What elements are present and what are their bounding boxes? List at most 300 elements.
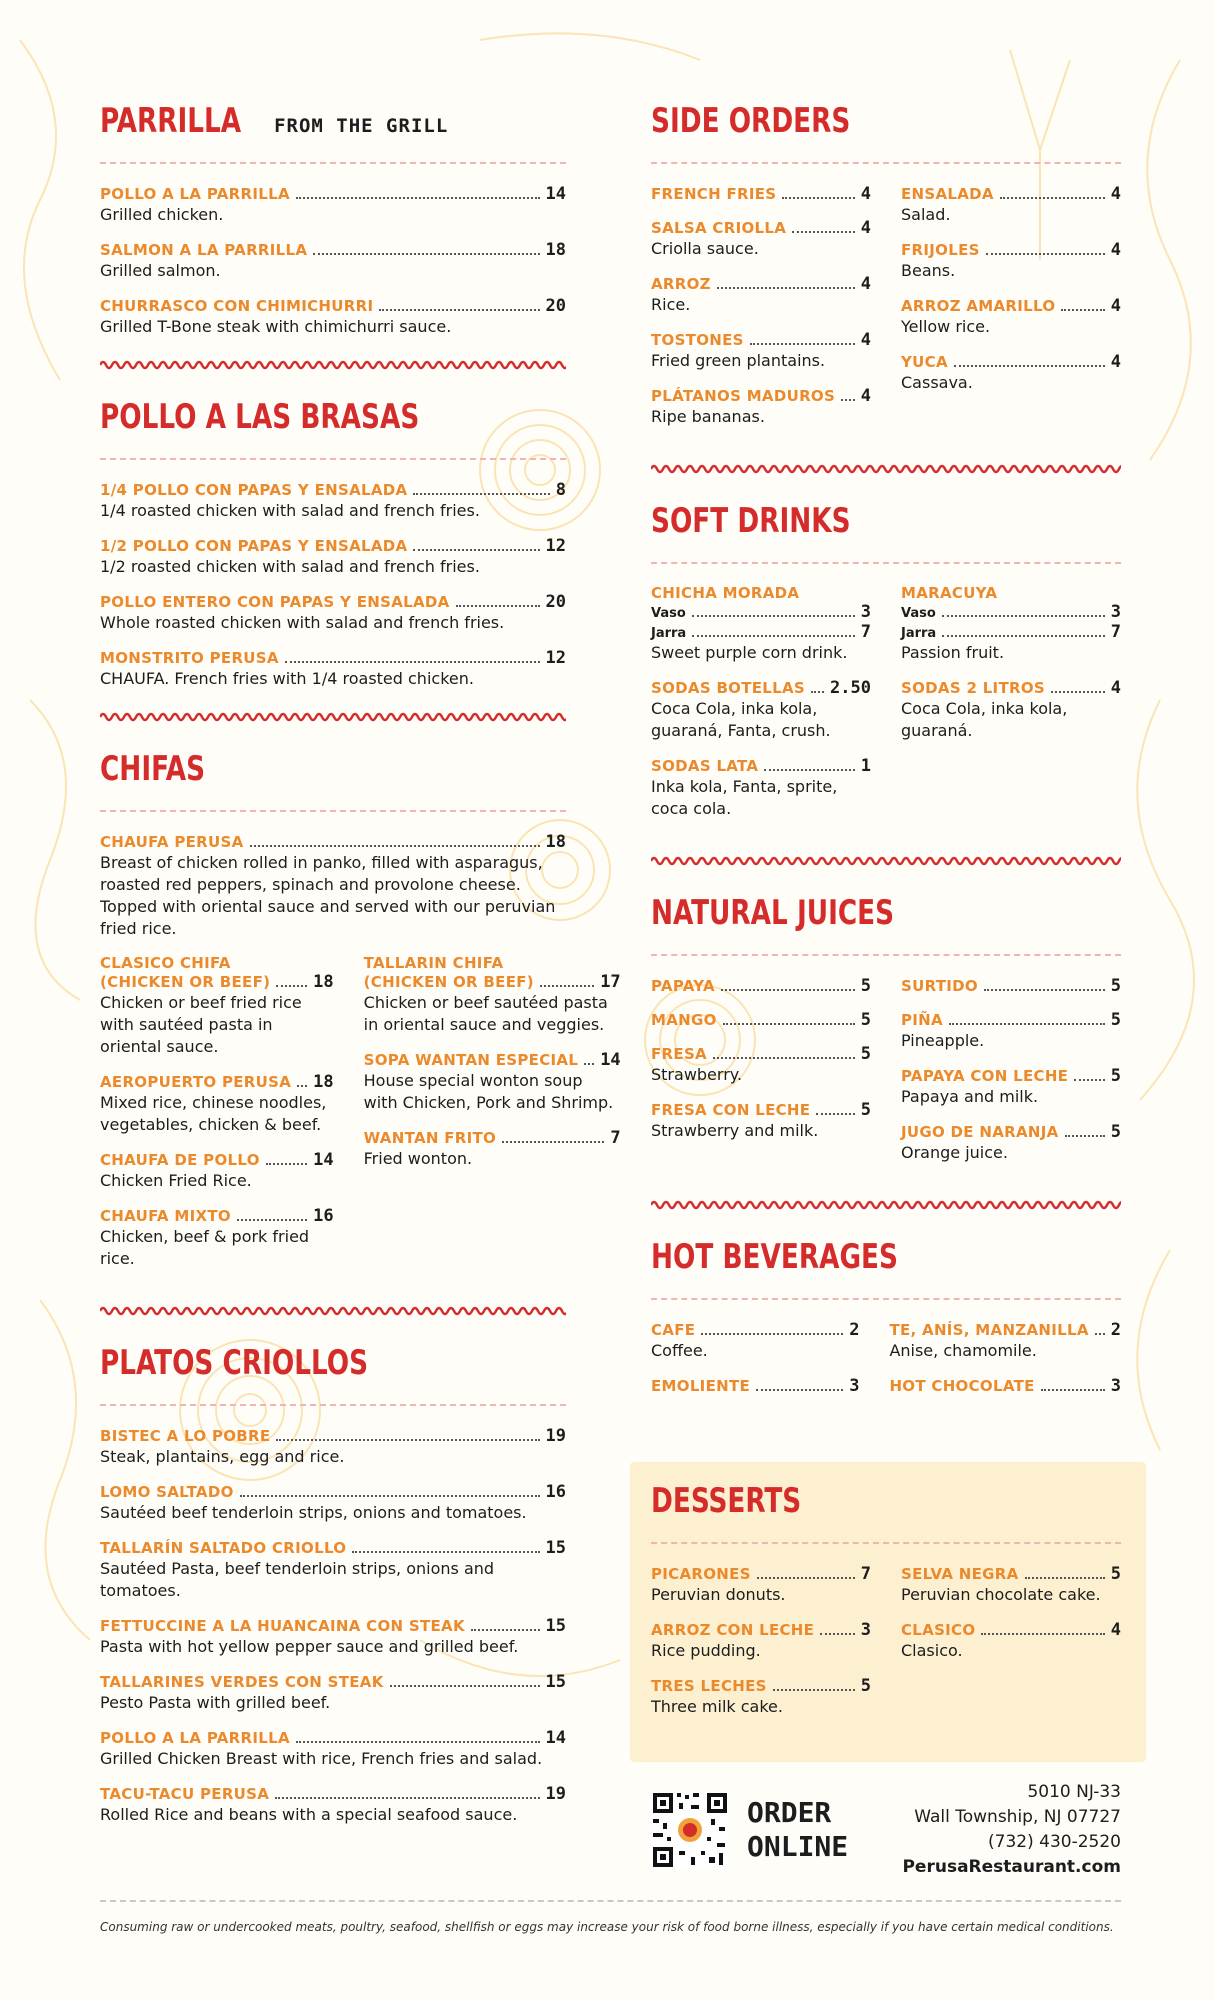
dot-leader xyxy=(276,985,307,987)
item-price: 3 xyxy=(1110,602,1121,622)
dot-leader xyxy=(757,1577,855,1579)
item-description: Rolled Rice and beans with a special seafood sauce. xyxy=(100,1805,518,1824)
item-description: Pesto Pasta with grilled beef. xyxy=(100,1693,331,1712)
item-name: TALLARÍN SALTADO CRIOLLO xyxy=(100,1539,347,1557)
menu-item xyxy=(901,240,1121,282)
item-name: ARROZ AMARILLO xyxy=(901,297,1056,315)
wavy-divider xyxy=(100,710,566,724)
section-title: NATURAL JUICES xyxy=(651,893,895,933)
item-description: Papaya and milk. xyxy=(901,1087,1039,1106)
item-price: 18 xyxy=(545,240,566,260)
menu-item xyxy=(651,386,871,428)
menu-item xyxy=(651,1564,871,1606)
menu-item xyxy=(651,184,871,204)
dot-leader xyxy=(986,253,1105,255)
item-name: EMOLIENTE xyxy=(651,1377,751,1395)
menu-item xyxy=(100,1150,334,1192)
item-price: 5 xyxy=(1110,1066,1121,1086)
section-title: PLATOS CRIOLLOS xyxy=(100,1343,369,1383)
item-price: 3 xyxy=(860,602,871,622)
item-description: Grilled chicken. xyxy=(100,205,224,224)
menu-item xyxy=(100,1672,566,1714)
item-price: 4 xyxy=(1110,240,1121,260)
item-name: SOPA WANTAN ESPECIAL xyxy=(363,1051,579,1069)
dot-leader xyxy=(456,605,540,607)
wavy-divider xyxy=(100,358,566,372)
dot-leader xyxy=(942,615,1105,617)
item-name: MARACUYA xyxy=(901,584,998,602)
order-online-block xyxy=(651,1782,1121,1877)
dot-leader xyxy=(1065,1135,1105,1137)
item-price: 2 xyxy=(1110,1320,1121,1340)
item-description: Coca Cola, inka kola, guaraná. xyxy=(901,699,1068,740)
item-name: MONSTRITO PERUSA xyxy=(100,649,279,667)
item-description: Three milk cake. xyxy=(651,1697,783,1716)
menu-item xyxy=(901,1620,1121,1662)
section-title: SIDE ORDERS xyxy=(651,101,851,141)
item-list xyxy=(651,1564,871,1732)
item-name: SODAS 2 LITROS xyxy=(901,679,1045,697)
order-line-2: ONLINE xyxy=(747,1830,849,1863)
dot-leader xyxy=(250,845,540,847)
dot-leader xyxy=(764,769,854,771)
menu-item xyxy=(889,1320,1121,1362)
menu-item xyxy=(901,678,1121,742)
item-description: Yellow rice. xyxy=(901,317,991,336)
item-price: 19 xyxy=(545,1426,566,1446)
item-name: CHURRASCO CON CHIMICHURRI xyxy=(100,297,374,315)
item-name: FRIJOLES xyxy=(901,241,980,259)
dot-leader xyxy=(717,287,855,289)
item-name: ARROZ CON LECHE xyxy=(651,1621,815,1639)
dashed-divider xyxy=(651,954,1121,956)
dot-leader xyxy=(413,493,549,495)
item-name: CHICHA MORADA xyxy=(651,584,800,602)
item-description: Chicken or beef fried rice with sautéed pasta in oriental sauce. xyxy=(100,993,302,1056)
menu-item xyxy=(651,1010,871,1030)
website-link[interactable]: PerusaRestaurant.com xyxy=(902,1857,1121,1877)
item-description: Salad. xyxy=(901,205,951,224)
item-price: 7 xyxy=(610,1128,621,1148)
item-price: 18 xyxy=(313,972,334,992)
menu-item xyxy=(901,184,1121,226)
item-list xyxy=(364,954,621,1284)
item-description: Passion fruit. xyxy=(901,643,1005,662)
menu-item xyxy=(364,1128,621,1170)
dot-leader xyxy=(811,691,824,693)
item-price: 14 xyxy=(600,1050,621,1070)
item-price: 5 xyxy=(860,1044,871,1064)
dot-leader xyxy=(981,1633,1104,1635)
contact-info xyxy=(902,1780,1121,1880)
dot-leader xyxy=(296,1741,540,1743)
item-name: JUGO DE NARANJA xyxy=(901,1123,1059,1141)
dot-leader xyxy=(820,1633,855,1635)
dot-leader xyxy=(942,635,1105,637)
dot-leader xyxy=(1074,1079,1105,1081)
item-description: Inka kola, Fanta, sprite, coca cola. xyxy=(651,777,838,818)
item-price: 14 xyxy=(313,1150,334,1170)
item-name: 1/4 POLLO CON PAPAS Y ENSALADA xyxy=(100,481,408,499)
menu-item xyxy=(100,1728,566,1770)
item-price: 2 xyxy=(849,1320,860,1340)
order-line-1: ORDER xyxy=(747,1796,832,1829)
item-name: TE, ANÍS, MANZANILLA xyxy=(889,1321,1089,1339)
item-description: Criolla sauce. xyxy=(651,239,759,258)
item-name: FRESA xyxy=(651,1045,707,1063)
section-criollos xyxy=(100,1342,566,1826)
item-name: ARROZ xyxy=(651,275,711,293)
item-description: Grilled T-Bone steak with chimichurri sauce. xyxy=(100,317,452,336)
item-name: PIÑA xyxy=(901,1011,943,1029)
item-description: Peruvian chocolate cake. xyxy=(901,1585,1101,1604)
dot-leader xyxy=(1041,1389,1105,1391)
menu-item xyxy=(100,592,566,634)
menu-item xyxy=(889,1376,1121,1396)
dot-leader xyxy=(1051,691,1105,693)
item-price: 2.50 xyxy=(830,678,871,698)
section-soft-drinks xyxy=(651,500,1121,834)
dot-leader xyxy=(750,343,855,345)
menu-item xyxy=(100,832,566,940)
menu-item xyxy=(100,1426,566,1468)
item-name: TACU-TACU PERUSA xyxy=(100,1785,270,1803)
item-description: Chicken, beef & pork fried rice. xyxy=(100,1227,310,1268)
item-description: Mixed rice, chinese noodles, vegetables, chicken & beef. xyxy=(100,1093,327,1134)
menu-item xyxy=(100,1482,566,1524)
item-list xyxy=(651,678,871,820)
item-name: FRESA CON LECHE xyxy=(651,1101,811,1119)
menu-item xyxy=(651,1676,871,1718)
wavy-divider xyxy=(651,854,1121,868)
section-title: SOFT DRINKS xyxy=(651,501,851,541)
dot-leader xyxy=(266,1163,307,1165)
item-price: 4 xyxy=(1110,352,1121,372)
item-name: CLASICO CHIFA xyxy=(100,954,231,972)
menu-item-chicha-morada xyxy=(651,584,871,664)
dot-leader xyxy=(692,615,855,617)
dashed-divider xyxy=(100,458,566,460)
item-name-line-2: (CHICKEN OR BEEF) xyxy=(100,973,271,991)
menu-item xyxy=(364,1050,621,1114)
item-description: Beans. xyxy=(901,261,956,280)
menu-item xyxy=(364,954,621,1036)
dot-leader xyxy=(352,1551,539,1553)
item-description: Pasta with hot yellow pepper sauce and grilled beef. xyxy=(100,1637,519,1656)
item-list xyxy=(901,184,1121,442)
item-name: ENSALADA xyxy=(901,185,994,203)
item-price: 14 xyxy=(545,1728,566,1748)
item-list xyxy=(901,1564,1121,1732)
wavy-divider xyxy=(651,1198,1121,1212)
item-name: LOMO SALTADO xyxy=(100,1483,234,1501)
item-name: POLLO A LA PARRILLA xyxy=(100,1729,290,1747)
item-price: 4 xyxy=(860,386,871,406)
dashed-divider xyxy=(651,162,1121,164)
item-name: TOSTONES xyxy=(651,331,744,349)
item-list xyxy=(100,954,334,1284)
size-label: Vaso xyxy=(651,606,686,621)
dot-leader xyxy=(949,1023,1105,1025)
dot-leader xyxy=(471,1629,540,1631)
menu-item xyxy=(651,1044,871,1086)
menu-item xyxy=(651,274,871,316)
item-name: SODAS LATA xyxy=(651,757,759,775)
item-name: CLASICO xyxy=(901,1621,976,1639)
dot-leader xyxy=(276,1439,539,1441)
item-price: 3 xyxy=(849,1376,860,1396)
item-list xyxy=(901,678,1121,742)
menu-item xyxy=(901,1066,1121,1108)
dot-leader xyxy=(390,1685,540,1687)
menu-item xyxy=(100,954,334,1058)
section-chifas xyxy=(100,748,621,1284)
item-name: SALMON A LA PARRILLA xyxy=(100,241,308,259)
menu-item xyxy=(100,184,566,226)
menu-item xyxy=(651,976,871,996)
item-description: Anise, chamomile. xyxy=(889,1341,1037,1360)
item-description: Rice. xyxy=(651,295,691,314)
dot-leader xyxy=(275,1797,539,1799)
dashed-divider xyxy=(100,1404,566,1406)
menu-item xyxy=(651,218,871,260)
menu-item xyxy=(651,1376,859,1396)
phone-number[interactable]: (732) 430-2520 xyxy=(988,1832,1121,1852)
item-name-line-2: (CHICKEN OR BEEF) xyxy=(363,973,534,991)
right-column xyxy=(651,100,1121,1410)
item-price: 4 xyxy=(1110,296,1121,316)
dot-leader xyxy=(237,1219,307,1221)
item-description: Grilled Chicken Breast with rice, French fries and salad. xyxy=(100,1749,543,1768)
item-description: Clasico. xyxy=(901,1641,963,1660)
menu-item xyxy=(100,1784,566,1826)
wavy-divider xyxy=(651,462,1121,476)
item-description: Strawberry and milk. xyxy=(651,1121,819,1140)
item-description: Grilled salmon. xyxy=(100,261,221,280)
item-price: 16 xyxy=(313,1206,334,1226)
menu-item xyxy=(651,1620,871,1662)
dashed-divider xyxy=(100,810,566,812)
item-price: 5 xyxy=(1110,1122,1121,1142)
wavy-divider xyxy=(100,1304,566,1318)
item-price: 4 xyxy=(860,184,871,204)
item-price: 4 xyxy=(1110,184,1121,204)
dot-leader xyxy=(756,1389,843,1391)
item-list xyxy=(100,1426,566,1826)
menu-item xyxy=(100,1206,334,1270)
left-column xyxy=(100,100,621,1840)
item-name: TALLARIN CHIFA xyxy=(363,954,504,972)
section-title: PARRILLA xyxy=(100,101,242,141)
item-price: 7 xyxy=(1110,622,1121,642)
item-price: 5 xyxy=(860,976,871,996)
item-price: 7 xyxy=(860,622,871,642)
dot-leader xyxy=(285,661,540,663)
section-parrilla xyxy=(100,100,566,338)
item-name: YUCA xyxy=(901,353,948,371)
item-name: CHAUFA MIXTO xyxy=(100,1207,231,1225)
item-price: 7 xyxy=(860,1564,871,1584)
item-description: 1/4 roasted chicken with salad and french fries. xyxy=(100,501,480,520)
item-description: Steak, plantains, egg and rice. xyxy=(100,1447,345,1466)
size-label: Jarra xyxy=(651,626,687,641)
dot-leader xyxy=(792,231,855,233)
item-price: 5 xyxy=(860,1676,871,1696)
item-list xyxy=(651,184,871,442)
item-name: CHAUFA DE POLLO xyxy=(100,1151,260,1169)
item-name: AEROPUERTO PERUSA xyxy=(100,1073,292,1091)
menu-item xyxy=(901,1122,1121,1164)
item-name: BISTEC A LO POBRE xyxy=(100,1427,271,1445)
address-line-2: Wall Township, NJ 07727 xyxy=(914,1807,1121,1827)
item-description: Sautéed beef tenderloin strips, onions and tomatoes. xyxy=(100,1503,527,1522)
item-name: HOT CHOCOLATE xyxy=(889,1377,1035,1395)
item-description: Orange juice. xyxy=(901,1143,1008,1162)
dot-leader xyxy=(584,1063,594,1065)
dot-leader xyxy=(723,1023,855,1025)
section-sides xyxy=(651,100,1121,442)
item-name: SALSA CRIOLLA xyxy=(651,219,787,237)
item-description: House special wonton soup with Chicken, Pork and Shrimp. xyxy=(363,1071,614,1112)
item-price: 8 xyxy=(555,480,566,500)
dashed-divider xyxy=(651,1542,1121,1544)
item-description: Peruvian donuts. xyxy=(651,1585,786,1604)
menu-item xyxy=(651,678,871,742)
item-name: FRENCH FRIES xyxy=(651,185,777,203)
dot-leader xyxy=(313,253,539,255)
menu-item xyxy=(100,240,566,282)
order-online-label[interactable] xyxy=(747,1796,848,1864)
item-description: CHAUFA. French fries with 1/4 roasted chicken. xyxy=(100,669,474,688)
size-label: Jarra xyxy=(901,626,937,641)
size-label: Vaso xyxy=(901,606,936,621)
item-price: 12 xyxy=(545,536,566,556)
item-description: Rice pudding. xyxy=(651,1641,761,1660)
footer-divider xyxy=(100,1900,1121,1902)
section-subtitle: FROM THE GRILL xyxy=(274,115,449,137)
item-name: SURTIDO xyxy=(901,977,978,995)
item-name: MANGO xyxy=(651,1011,717,1029)
dashed-divider xyxy=(651,562,1121,564)
menu-item xyxy=(651,756,871,820)
menu-item xyxy=(901,1010,1121,1052)
dot-leader xyxy=(841,399,855,401)
item-description: Strawberry. xyxy=(651,1065,743,1084)
item-price: 15 xyxy=(545,1672,566,1692)
item-price: 4 xyxy=(860,330,871,350)
item-price: 20 xyxy=(545,296,566,316)
item-price: 4 xyxy=(1110,1620,1121,1640)
item-price: 15 xyxy=(545,1616,566,1636)
item-list xyxy=(889,1320,1121,1410)
item-list xyxy=(651,976,871,1178)
dot-leader xyxy=(379,309,539,311)
item-price: 5 xyxy=(860,1010,871,1030)
item-name: PAPAYA CON LECHE xyxy=(901,1067,1069,1085)
item-description: Cassava. xyxy=(901,373,973,392)
dot-leader xyxy=(773,1689,855,1691)
dot-leader xyxy=(816,1113,854,1115)
item-description: Chicken or beef sautéed pasta in oriental sauce and veggies. xyxy=(363,993,608,1034)
item-name: PICARONES xyxy=(651,1565,751,1583)
dot-leader xyxy=(413,549,539,551)
address-line-1: 5010 NJ-33 xyxy=(1027,1782,1121,1802)
item-name: CHAUFA PERUSA xyxy=(100,833,244,851)
section-title: DESSERTS xyxy=(651,1481,802,1521)
item-price: 4 xyxy=(1110,678,1121,698)
item-price: 18 xyxy=(313,1072,334,1092)
menu-item xyxy=(100,648,566,690)
item-description: Sautéed Pasta, beef tenderloin strips, onions and tomatoes. xyxy=(100,1559,495,1600)
dot-leader xyxy=(984,989,1105,991)
item-price: 5 xyxy=(860,1100,871,1120)
dot-leader xyxy=(713,1057,855,1059)
item-description: Coffee. xyxy=(651,1341,708,1360)
section-title: CHIFAS xyxy=(100,749,206,789)
item-name: WANTAN FRITO xyxy=(363,1129,497,1147)
item-name: POLLO ENTERO CON PAPAS Y ENSALADA xyxy=(100,593,450,611)
dot-leader xyxy=(1000,197,1105,199)
dot-leader xyxy=(954,365,1105,367)
section-title: HOT BEVERAGES xyxy=(651,1237,898,1277)
dot-leader xyxy=(502,1141,604,1143)
item-price: 5 xyxy=(1110,1010,1121,1030)
qr-code-icon[interactable] xyxy=(651,1791,729,1869)
item-price: 20 xyxy=(545,592,566,612)
section-brasas xyxy=(100,396,566,690)
menu-item xyxy=(651,1100,871,1142)
item-name: PAPAYA xyxy=(651,977,715,995)
item-name: TALLARINES VERDES CON STEAK xyxy=(100,1673,384,1691)
section-title: POLLO A LAS BRASAS xyxy=(100,397,420,437)
menu-item xyxy=(100,1616,566,1658)
item-price: 5 xyxy=(1110,1564,1121,1584)
item-price: 3 xyxy=(1110,1376,1121,1396)
menu-item xyxy=(100,536,566,578)
item-list xyxy=(901,976,1121,1178)
item-name: 1/2 POLLO CON PAPAS Y ENSALADA xyxy=(100,537,408,555)
item-description: Breast of chicken rolled in panko, filled with asparagus, roasted red peppers, spinach and provolone cheese. Topped with oriental sauce and served with our peruvian fried rice. xyxy=(100,853,556,938)
item-description: Whole roasted chicken with salad and french fries. xyxy=(100,613,505,632)
item-price: 14 xyxy=(545,184,566,204)
item-description: 1/2 roasted chicken with salad and french fries. xyxy=(100,557,480,576)
dashed-divider xyxy=(651,1298,1121,1300)
menu-item xyxy=(901,296,1121,338)
dot-leader xyxy=(240,1495,540,1497)
item-price: 16 xyxy=(545,1482,566,1502)
dot-leader xyxy=(692,635,855,637)
dot-leader xyxy=(782,197,854,199)
item-price: 17 xyxy=(600,972,621,992)
item-description: Fried green plantains. xyxy=(651,351,826,370)
menu-item-maracuya xyxy=(901,584,1121,664)
disclaimer-text: Consuming raw or undercooked meats, poultry, seafood, shellfish or eggs may increase your risk of food borne illness, especially if you have certain medical conditions. xyxy=(100,1920,1114,1934)
item-price: 15 xyxy=(545,1538,566,1558)
menu-item xyxy=(100,1072,334,1136)
menu-item xyxy=(651,1320,859,1362)
item-name: SODAS BOTELLAS xyxy=(651,679,806,697)
item-name: PLÁTANOS MADUROS xyxy=(651,387,836,405)
item-description: Coca Cola, inka kola, guaraná, Fanta, crush. xyxy=(651,699,831,740)
dashed-divider xyxy=(100,162,566,164)
menu-item xyxy=(651,330,871,372)
item-name: FETTUCCINE A LA HUANCAINA CON STEAK xyxy=(100,1617,465,1635)
item-name: POLLO A LA PARRILLA xyxy=(100,185,290,203)
item-price: 19 xyxy=(545,1784,566,1804)
item-description: Ripe bananas. xyxy=(651,407,765,426)
item-name: SELVA NEGRA xyxy=(901,1565,1019,1583)
item-price: 4 xyxy=(860,274,871,294)
